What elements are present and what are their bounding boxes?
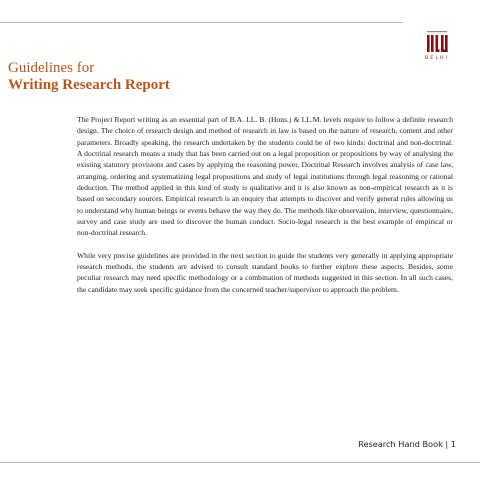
body-content bbox=[77, 114, 453, 306]
paragraph: The Project Report writing as an essential part of B.A. LL. B. (Hons.) & LL.M. levels require to follow a definite research design. The choice of research design and method of research in law is based on the nature of research, content and other parameters. Broadly speaking, the research undertaken by the students could be of two kinds: doctrinal and non-doctrinal. A doctrinal research means a study that has been carried out on a legal proposition or propositions by way of analysing the existing statutory provisions and cases by applying the reasoning power. Doctrinal Research involves analysis of case law, arranging, ordering and systematizing legal propositions and study of legal institutions through legal reasoning or rational deduction. The method applied in this kind of study is qualitative and it is also known as non-empirical research as it is based on secondary sources. Empirical research is an enquiry that attempts to discover and verify general rules allowing us to understand why human beings or events behave the way they do. The methods like observation, interview, questionnaire, survey and case study are used to discover the human conduct. Socio-legal research is the best example of empirical or non-doctrinal research. bbox=[77, 115, 453, 238]
page-footer: Research Hand Book | 1 bbox=[358, 439, 456, 449]
header-rule bbox=[0, 22, 403, 23]
logo-caption: DELHI bbox=[424, 56, 450, 61]
title-line-2: Writing Research Report bbox=[8, 77, 170, 93]
nlu-logo-icon bbox=[418, 31, 456, 57]
paragraph: While very precise guidelines are provided in the next section to guide the students very generally in applying appropriate research methods, the students are advised to consult standard books to further explore these aspects. Besides, some peculiar research may need specific methodology or a combination of methods suggested in this section. In all such cases, the candidate may seek specific guidance from the concerned teacher/supervisor to approach the problem. bbox=[77, 250, 453, 294]
page-title bbox=[8, 60, 170, 94]
footer-rule bbox=[0, 462, 480, 463]
title-line-1: Guidelines for bbox=[8, 60, 95, 76]
